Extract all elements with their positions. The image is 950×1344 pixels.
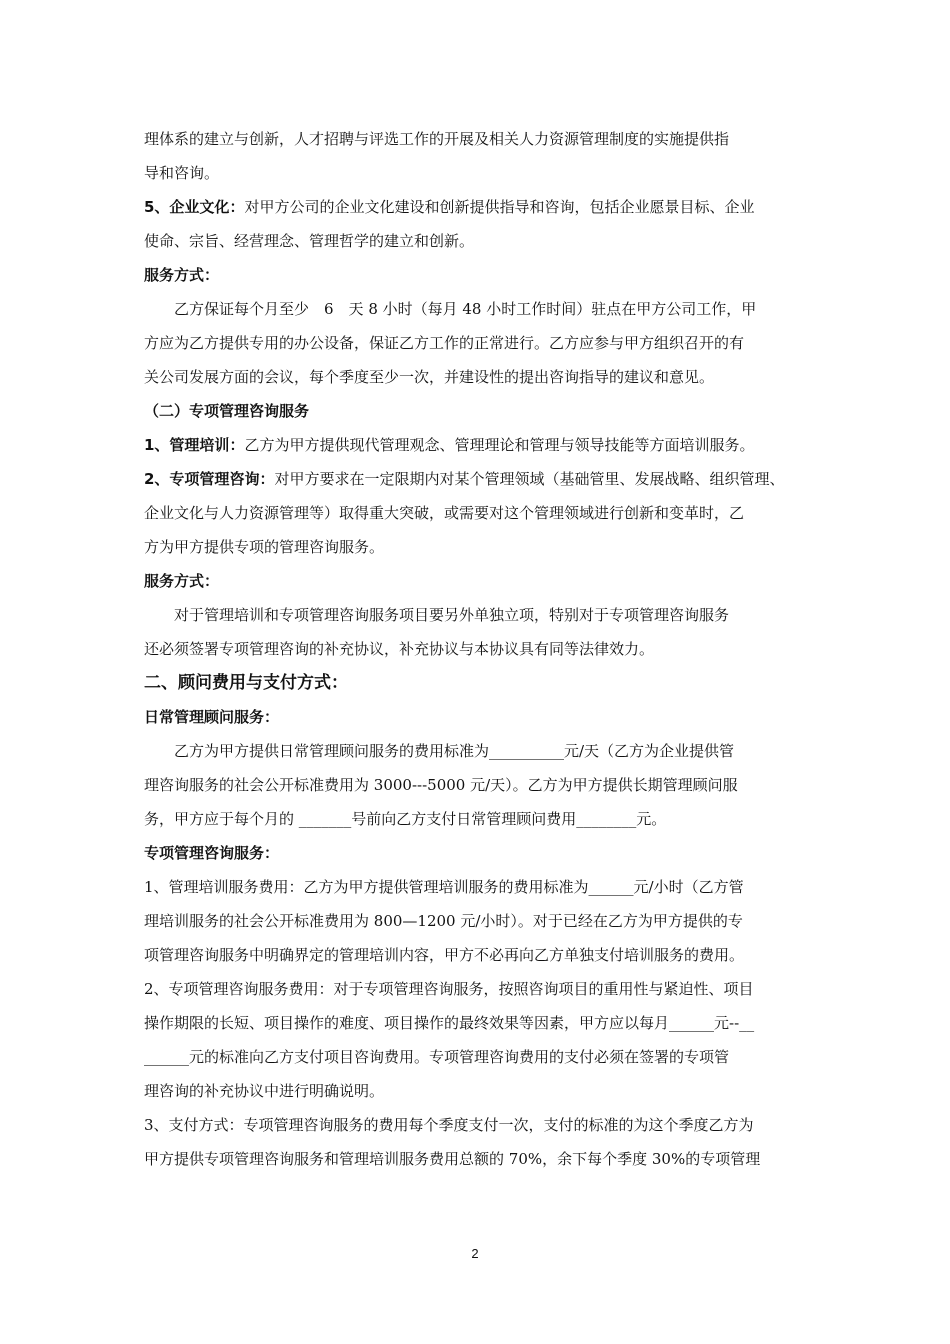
body-line: 3、支付方式：专项管理咨询服务的费用每个季度支付一次，支付的标准的为这个季度乙方为 <box>144 1116 754 1134</box>
body-line: 2、专项管理咨询服务费用：对于专项管理咨询服务，按照咨询项目的重用性与紧迫性、项目 <box>144 980 754 998</box>
body-line: 关公司发展方面的会议，每个季度至少一次，并建设性的提出咨询指导的建议和意见。 <box>144 368 715 386</box>
body-line: 理体系的建立与创新，人才招聘与评选工作的开展及相关人力资源管理制度的实施提供指 <box>144 130 730 148</box>
section-heading-daily-advisory: 日常管理顾问服务： <box>144 708 280 726</box>
body-line: 对于管理培训和专项管理咨询服务项目要另外单独立项，特别对于专项管理咨询服务 <box>174 606 730 624</box>
item-5-corporate-culture: 5、企业文化：对甲方公司的企业文化建设和创新提供指导和咨询，包括企业愿景目标、企业 <box>144 198 755 216</box>
body-line: 乙方为甲方提供日常管理顾问服务的费用标准为__________元/天（乙方为企业提供管 <box>174 742 735 760</box>
body-line: 操作期限的长短、项目操作的难度、项目操作的最终效果等因素，甲方应以每月______元--__ <box>144 1014 755 1032</box>
body-line: 乙方保证每个月至少 6 天 8 小时（每月 48 小时工作时间）驻点在甲方公司工作，甲 <box>174 300 757 318</box>
body-line: 甲方提供专项管理咨询服务和管理培训服务费用总额的 70%，余下每个季度 30%的专项管理 <box>144 1150 761 1168</box>
body-line: 项管理咨询服务中明确界定的管理培训内容，甲方不必再向乙方单独支付培训服务的费用。 <box>144 946 745 964</box>
section-heading-service-mode: 服务方式： <box>144 266 220 284</box>
item-label: 1、管理培训： <box>144 436 245 454</box>
section-heading-special-consulting: （二）专项管理咨询服务 <box>144 402 310 420</box>
item-label: 5、企业文化： <box>144 198 245 216</box>
document-body <box>144 122 824 1176</box>
body-line: 导和咨询。 <box>144 164 220 182</box>
body-line: 理咨询服务的社会公开标准费用为 3000---5000 元/天）。乙方为甲方提供长期管理顾问服 <box>144 776 738 794</box>
body-line: 务，甲方应于每个月的 _______号前向乙方支付日常管理顾问费用________元。 <box>144 810 667 828</box>
body-line: 方应为乙方提供专用的办公设备，保证乙方工作的正常进行。乙方应参与甲方组织召开的有 <box>144 334 745 352</box>
body-line: 方为甲方提供专项的管理咨询服务。 <box>144 538 385 556</box>
item-label: 2、专项管理咨询： <box>144 470 275 488</box>
body-line: ______元的标准向乙方支付项目咨询费用。专项管理咨询费用的支付必须在签署的专项管 <box>144 1048 730 1066</box>
body-line: 理咨询的补充协议中进行明确说明。 <box>144 1082 385 1100</box>
page-number: 2 <box>471 1246 479 1261</box>
body-line: 1、管理培训服务费用：乙方为甲方提供管理培训服务的费用标准为______元/小时（乙方管 <box>144 878 744 896</box>
body-line: 还必须签署专项管理咨询的补充协议，补充协议与本协议具有同等法律效力。 <box>144 640 655 658</box>
body-line: 企业文化与人力资源管理等）取得重大突破，或需要对这个管理领域进行创新和变革时，乙 <box>144 504 745 522</box>
item-1-management-training: 1、管理培训：乙方为甲方提供现代管理观念、管理理论和管理与领导技能等方面培训服务。 <box>144 436 755 454</box>
item-2-special-consulting: 2、专项管理咨询：对甲方要求在一定限期内对某个管理领域（基础管里、发展战略、组织管理、 <box>144 470 785 488</box>
section-heading-special-consulting-fees: 专项管理咨询服务： <box>144 844 280 862</box>
chapter-heading-fees: 二、顾问费用与支付方式： <box>144 673 348 693</box>
section-heading-service-mode: 服务方式： <box>144 572 220 590</box>
body-line: 理培训服务的社会公开标准费用为 800—1200 元/小时）。对于已经在乙方为甲方提供的专 <box>144 912 743 930</box>
body-line: 使命、宗旨、经营理念、管理哲学的建立和创新。 <box>144 232 475 250</box>
